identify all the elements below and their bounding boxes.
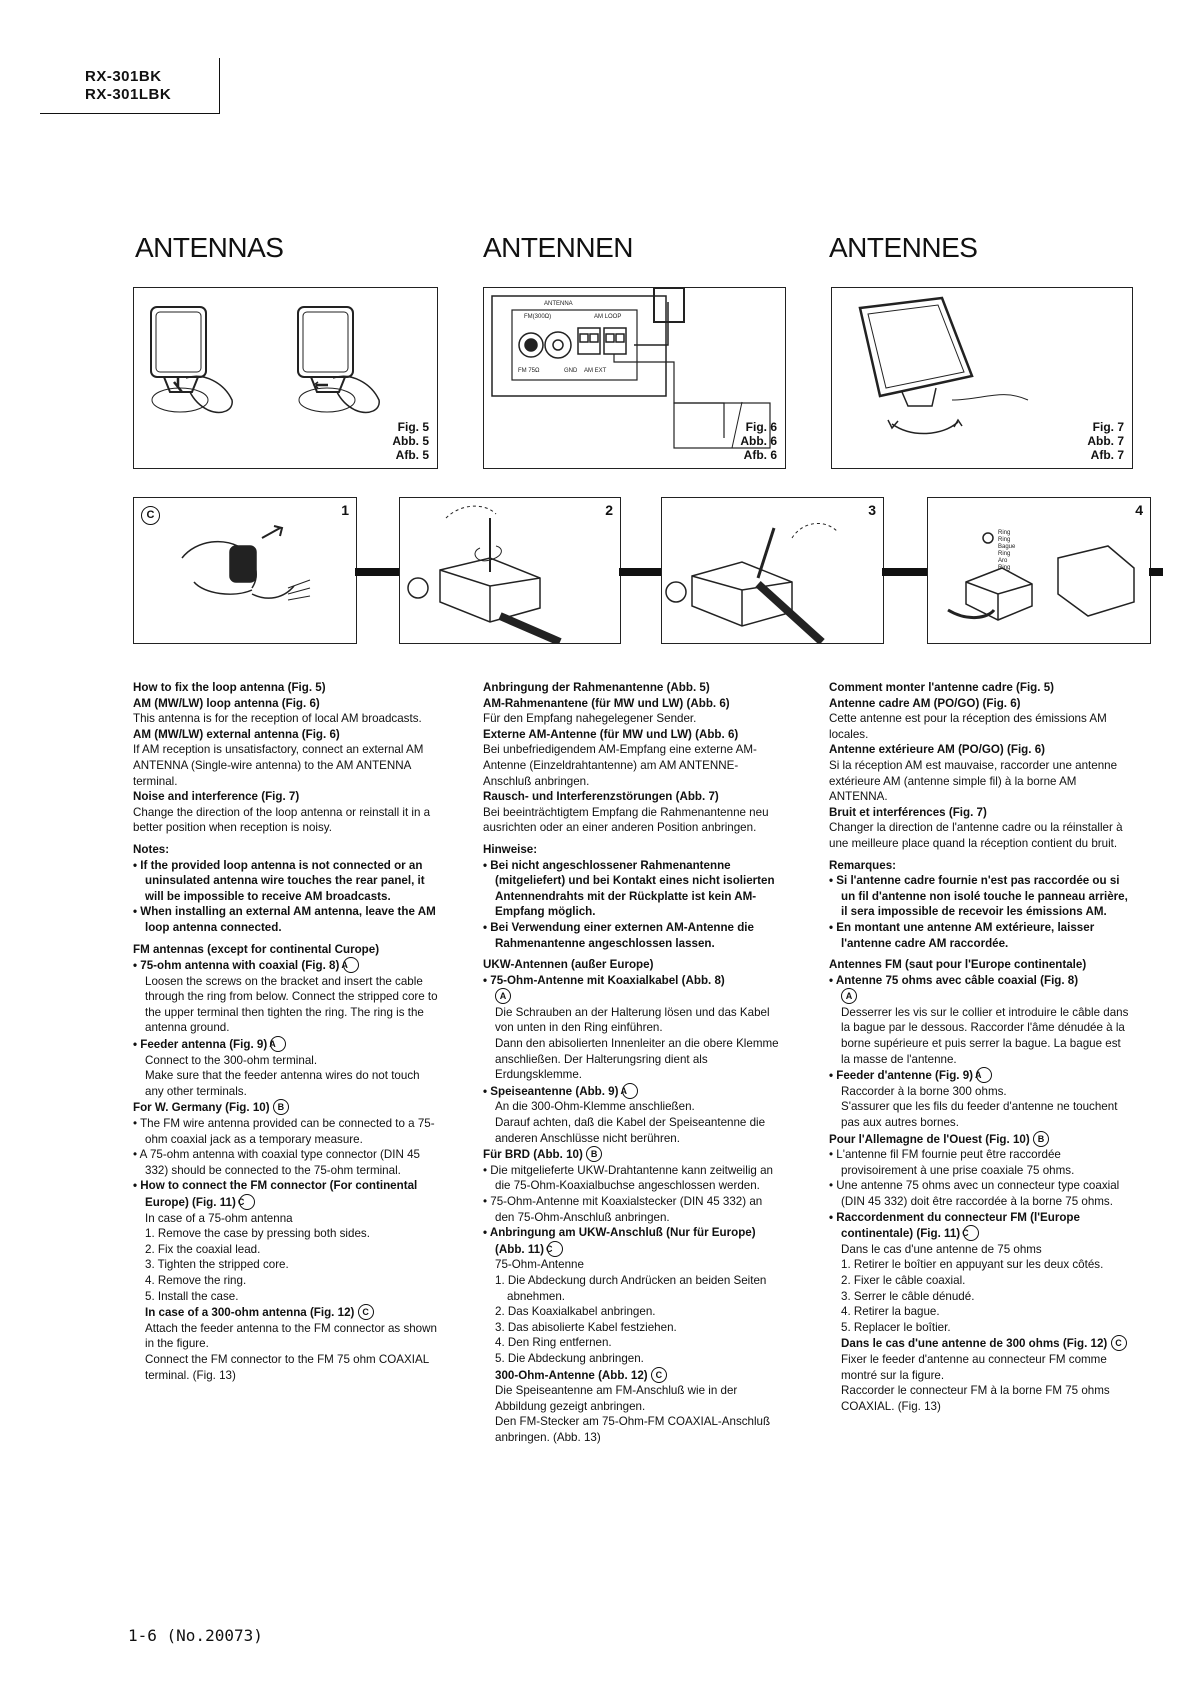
fr-text: Cette antenne est pour la réception des émissions AM locales.: [829, 712, 1107, 741]
en-text: If AM reception is unsatisfactory, connect an external AM ANTENNA (Single-wire antenna) to the AM ANTENNA terminal.: [133, 743, 424, 788]
de-text: Dann den abisolierten Innenleiter an die obere Klemme anschließen. Der Halterungsring dient als Erdungsklemme.: [495, 1037, 779, 1082]
step-2-number: 2: [605, 502, 613, 518]
step-box-2: [399, 497, 621, 644]
en-text: Loosen the screws on the bracket and insert the cable through the ring from below. Connect the stripped core to the upper terminal then tighten the ring. The ring is the antenna ground.: [145, 974, 438, 1035]
fr-germany-text: Pour l'Allemagne de l'Ouest (Fig. 10): [829, 1132, 1030, 1146]
fr-text: Raccorder à la borne 300 ohms.: [841, 1084, 1007, 1098]
step-2-illustration: [400, 498, 620, 643]
en-heading-noise: Noise and interference (Fig. 7): [133, 790, 300, 804]
step-4-ring-labels: [998, 530, 1016, 571]
fr-text: Dans le cas d'une antenne de 75 ohms: [841, 1242, 1042, 1256]
step-4-illustration: [928, 498, 1150, 643]
en-note: • If the provided loop antenna is not connected or an uninsulated antenna wire touches the rear panel, it will be impossible to receive AM broadcasts.: [133, 858, 425, 903]
en-feeder-heading: [133, 1036, 438, 1053]
fig-6-fm75-text: FM 75Ω: [518, 368, 540, 374]
en-text: Connect to the 300-ohm terminal.: [145, 1053, 318, 1067]
ring-label: Aro: [998, 558, 1008, 564]
fr-notes-heading: Remarques:: [829, 858, 897, 872]
mark-c: C: [963, 1225, 979, 1241]
fr-heading: Antenne cadre AM (PO/GO) (Fig. 6): [829, 696, 1021, 710]
step-1-illustration: [134, 498, 356, 643]
heading-german: ANTENNEN: [483, 232, 634, 263]
header-divider: [40, 113, 220, 114]
en-text: • A 75-ohm antenna with coaxial type connector (DIN 45 332) should be connected to the 75-ohm terminal.: [133, 1148, 420, 1177]
de-heading: Anbringung der Rahmenantenne (Abb. 5): [483, 681, 710, 694]
fig-6-amloop-text: AM LOOP: [594, 314, 622, 320]
de-step: 5. Die Abdeckung anbringen.: [495, 1351, 644, 1365]
en-notes-heading: Notes:: [133, 842, 170, 856]
fr-step: 5. Replacer le boîtier.: [841, 1320, 951, 1334]
fr-text: • Une antenne 75 ohms avec un connecteur type coaxial (DIN 45 332) doit être raccordée à la borne 75 ohms.: [829, 1179, 1120, 1208]
de-text: Den FM-Stecker am 75-Ohm-FM COAXIAL-Anschluß anbringen. (Abb. 13): [495, 1415, 771, 1444]
fr-step: 2. Fixer le câble coaxial.: [841, 1273, 966, 1287]
mark-a: A: [841, 988, 857, 1004]
fr-fm-75-heading: • Antenne 75 ohms avec câble coaxial (Fig. 8): [829, 973, 1079, 987]
mark-c: C: [239, 1194, 255, 1210]
fig-7-label-en: Fig. 7: [1092, 420, 1124, 434]
fr-heading: Antenne extérieure AM (PO/GO) (Fig. 6): [829, 743, 1046, 757]
de-note: • Bei Verwendung einer externen AM-Antenne die Rahmenantenne angeschlossen lassen.: [483, 920, 754, 950]
en-text: • The FM wire antenna provided can be connected to a 75-ohm coaxial jack as a temporary measure.: [133, 1117, 435, 1146]
mark-b: B: [586, 1146, 602, 1162]
fig-5-label-en: Fig. 5: [397, 420, 429, 434]
column-french: [829, 680, 1132, 1414]
en-connector-heading: [133, 1178, 438, 1210]
page-number: 1-6 (No.20073): [128, 1626, 263, 1645]
en-heading-am-external: AM (MW/LW) external antenna (Fig. 6): [133, 727, 340, 741]
de-text: • Die mitgelieferte UKW-Drahtantenne kann zeitweilig an die 75-Ohm-Koaxialbuchse angeschlossen werden.: [483, 1163, 773, 1193]
mark-c: C: [358, 1304, 374, 1320]
de-text: • 75-Ohm-Antenne mit Koaxialstecker (DIN 45 332) an den 75-Ohm-Anschluß anbringen.: [483, 1195, 763, 1224]
fig-7-label-nl: Afb. 7: [1090, 448, 1124, 462]
mark-a: A: [343, 957, 359, 973]
de-step: 2. Das Koaxialkabel anbringen.: [495, 1305, 656, 1319]
en-heading-fm: FM antennas (except for continental Curope): [133, 942, 380, 956]
de-text: 75-Ohm-Antenne: [495, 1258, 584, 1272]
de-connector-text: • Anbringung am UKW-Anschluß (Nur für Europe) (Abb. 11): [483, 1226, 756, 1256]
en-text: Attach the feeder antenna to the FM connector as shown in the figure.: [145, 1321, 437, 1351]
fr-feeder-text: • Feeder d'antenne (Fig. 9): [829, 1069, 974, 1083]
fr-text: Si la réception AM est mauvaise, raccorder une antenne extérieure AM (antenne simple fil) à la borne AM ANTENNA.: [829, 758, 1118, 804]
fr-connector-heading: [829, 1210, 1132, 1242]
fig-6-fm300-text: FM(300Ω): [524, 314, 552, 320]
de-text: An die 300-Ohm-Klemme anschließen.: [495, 1100, 695, 1114]
en-text: Make sure that the feeder antenna wires do not touch any other terminals.: [145, 1069, 420, 1098]
step-4-number: 4: [1135, 502, 1143, 518]
mark-a: A: [495, 988, 511, 1004]
de-notes-heading: Hinweise:: [483, 842, 538, 856]
figure-5-label: [392, 420, 429, 462]
fr-step: 4. Retirer la bague.: [841, 1305, 940, 1319]
figure-7-label: [1087, 420, 1124, 462]
heading-french: ANTENNES: [829, 232, 978, 263]
fig-6-label-nl: Afb. 6: [743, 448, 777, 462]
step-group-mark: C: [141, 506, 160, 525]
de-text: Bei beeinträchtigtem Empfang die Rahmenantenne neu ausrichten oder an einer anderen Position anbringen.: [483, 805, 769, 835]
step-1-number: 1: [341, 502, 349, 518]
mark-b: B: [273, 1099, 289, 1115]
ring-label: Ring: [998, 565, 1011, 571]
fr-step: 3. Serrer le câble dénudé.: [841, 1289, 975, 1303]
ring-label: Ring: [998, 551, 1011, 557]
fig-5-label-de: Abb. 5: [392, 434, 429, 448]
step-connector-2-3: [619, 568, 661, 576]
de-note: • Bei nicht angeschlossener Rahmenantenne (mitgeliefert) und bei Kontakt eines nicht isolierten Antennendrahts mit der Rückplatte ist kein AM-Empfang möglich.: [483, 858, 775, 919]
fr-heading: Comment monter l'antenne cadre (Fig. 5): [829, 681, 1055, 694]
de-heading: Rausch- und Interferenzstörungen (Abb. 7): [483, 790, 719, 804]
fr-300-text: Dans le cas d'une antenne de 300 ohms (Fig. 12): [841, 1337, 1108, 1351]
step-box-4: [927, 497, 1151, 644]
en-note: • When installing an external AM antenna, leave the AM loop antenna connected.: [133, 905, 436, 934]
step-3-number: 3: [868, 502, 876, 518]
de-step: 1. Die Abdeckung durch Andrücken an beiden Seiten abnehmen.: [495, 1273, 767, 1303]
model-line-2: RX-301LBK: [85, 86, 172, 103]
en-text: Change the direction of the loop antenna or reinstall it in a better position when reception is noisy.: [133, 805, 431, 835]
de-connector-heading: [483, 1225, 783, 1257]
de-text: Für den Empfang nahegelegener Sender.: [483, 712, 697, 726]
ring-label: Ring: [998, 530, 1011, 536]
fr-text: Raccorder le connecteur FM à la borne FM 75 ohms COAXIAL. (Fig. 13): [841, 1384, 1110, 1413]
step-box-1: [133, 497, 357, 644]
fr-heading: Bruit et interférences (Fig. 7): [829, 805, 987, 819]
figure-6-rear-panel: [483, 287, 786, 469]
fig-6-antenna-text: ANTENNA: [544, 301, 573, 307]
en-heading-am-loop: AM (MW/LW) loop antenna (Fig. 6): [133, 696, 320, 710]
step-connector-3-4: [882, 568, 927, 576]
en-text: This antenna is for the reception of local AM broadcasts.: [133, 712, 422, 726]
fr-feeder-heading: [829, 1067, 1132, 1084]
fig-6-label-en: Fig. 6: [745, 420, 777, 434]
en-germany-heading: [133, 1099, 438, 1116]
mark-c: C: [651, 1367, 667, 1383]
mark-a: A: [622, 1083, 638, 1099]
fr-note: • En montant une antenne AM extérieure, laisser l'antenne cadre AM raccordée.: [829, 920, 1095, 950]
fig-7-label-de: Abb. 7: [1087, 434, 1124, 448]
en-feeder-text: • Feeder antenna (Fig. 9): [133, 1038, 268, 1052]
mark-c: C: [547, 1241, 563, 1257]
en-germany-text: For W. Germany (Fig. 10): [133, 1101, 270, 1115]
de-300-heading: [483, 1367, 783, 1384]
en-300-heading: [133, 1304, 438, 1321]
ring-label: Ring: [998, 537, 1011, 543]
column-german: [483, 680, 783, 1446]
de-300-text: 300-Ohm-Antenne (Abb. 12): [495, 1368, 648, 1382]
fr-heading-fm: Antennes FM (saut pour l'Europe continentale): [829, 958, 1087, 972]
en-step: 2. Fix the coaxial lead.: [145, 1242, 261, 1256]
en-text: In case of a 75-ohm antenna: [145, 1211, 293, 1225]
de-heading-fm: UKW-Antennen (außer Europe): [483, 958, 654, 972]
en-step: 3. Tighten the stripped core.: [145, 1258, 289, 1272]
de-text: Darauf achten, daß die Kabel der Speiseantenne die anderen Anschlüsse nicht berühren.: [495, 1116, 766, 1145]
en-fm-75-heading: [133, 957, 438, 974]
header-divider-vertical: [219, 58, 220, 114]
de-brd-text: Für BRD (Abb. 10): [483, 1148, 583, 1162]
step-connector-1-2: [355, 568, 399, 576]
fr-300-heading: [829, 1335, 1132, 1352]
fr-connector-text: • Raccordenment du connecteur FM (l'Europe continentale) (Fig. 11): [829, 1210, 1080, 1241]
fr-text: Changer la direction de l'antenne cadre ou la réinstaller à une meilleure place quand la réception contient du bruit.: [829, 821, 1123, 850]
fr-text: S'assurer que les fils du feeder d'antenne ne touchent pas aux autres bornes.: [841, 1100, 1118, 1130]
model-number: [85, 68, 171, 104]
en-heading-fix-loop: How to fix the loop antenna (Fig. 5): [133, 681, 326, 694]
en-connector-text: • How to connect the FM connector (For continental Europe) (Fig. 11): [133, 1179, 418, 1209]
fr-mark-line: [829, 988, 1132, 1005]
fr-step: 1. Retirer le boîtier en appuyant sur les deux côtés.: [841, 1258, 1104, 1272]
de-heading: AM-Rahmenantene (für MW und LW) (Abb. 6): [483, 696, 730, 710]
en-step: 4. Remove the ring.: [145, 1273, 247, 1287]
en-fm-75-text: • 75-ohm antenna with coaxial (Fig. 8): [133, 959, 340, 973]
fig-5-label-nl: Afb. 5: [395, 448, 429, 462]
de-text: Die Speiseantenne am FM-Anschluß wie in der Abbildung gezeigt anbringen.: [495, 1384, 738, 1413]
mark-a: A: [270, 1036, 286, 1052]
de-feeder-heading: [483, 1083, 783, 1100]
fr-germany-heading: [829, 1131, 1132, 1148]
step-box-3: [661, 497, 884, 644]
step-3-illustration: [662, 498, 883, 643]
figure-7-noise: [831, 287, 1133, 469]
figure-5-loop-antenna: [133, 287, 438, 469]
en-text: Connect the FM connector to the FM 75 ohm COAXIAL terminal. (Fig. 13): [145, 1352, 429, 1382]
mark-c: C: [1111, 1335, 1127, 1351]
model-line-1: RX-301BK: [85, 68, 162, 85]
de-fm-75-heading: • 75-Ohm-Antenne mit Koaxialkabel (Abb. 8): [483, 973, 725, 987]
fr-text: • L'antenne fil FM fournie peut être raccordée provisoirement à une prise coaxiale 75 ohms.: [829, 1148, 1075, 1177]
de-feeder-text: • Speiseantenne (Abb. 9): [483, 1084, 619, 1098]
de-step: 4. Den Ring entfernen.: [495, 1336, 612, 1350]
de-brd-heading: [483, 1146, 783, 1163]
fig-6-gnd-text: GND: [564, 368, 578, 374]
figure-6-label: [740, 420, 777, 462]
fr-text: Desserrer les vis sur le collier et introduire le câble dans la bague par le dessous. Raccorder l'âme dénudée à la borne supérieure et puis serrer la bague. La bague est la masse de l'antenne.: [841, 1005, 1129, 1066]
de-step: 3. Das abisolierte Kabel festziehen.: [495, 1320, 677, 1334]
mark-b: B: [1033, 1131, 1049, 1147]
de-heading: Externe AM-Antenne (für MW und LW) (Abb. 6): [483, 727, 739, 741]
fr-note: • Si l'antenne cadre fournie n'est pas raccordée ou si un fil d'antenne non isolé touche le panneau arrière, il sera impossible de recevoir les émissions AM.: [829, 874, 1128, 919]
en-300-text: In case of a 300-ohm antenna (Fig. 12): [145, 1306, 355, 1320]
ring-label: Bague: [998, 544, 1016, 550]
mark-a: A: [976, 1067, 992, 1083]
step-connector-end: [1149, 568, 1163, 576]
fig-6-amext-text: AM EXT: [584, 368, 607, 374]
fig-6-label-de: Abb. 6: [740, 434, 777, 448]
de-text: Bei unbefriedigendem AM-Empfang eine externe AM-Antenne (Einzeldrahtantenne) am AM ANTENNE-Anschluß anbringen.: [483, 743, 757, 788]
fr-text: Fixer le feeder d'antenne au connecteur FM comme montré sur la figure.: [841, 1352, 1107, 1382]
de-mark-line: [483, 988, 783, 1005]
heading-english: ANTENNAS: [135, 232, 284, 263]
en-step: 5. Install the case.: [145, 1289, 239, 1303]
column-english: [133, 680, 438, 1383]
de-text: Die Schrauben an der Halterung lösen und das Kabel von unten in den Ring einführen.: [495, 1005, 770, 1035]
en-step: 1. Remove the case by pressing both sides.: [145, 1227, 370, 1241]
